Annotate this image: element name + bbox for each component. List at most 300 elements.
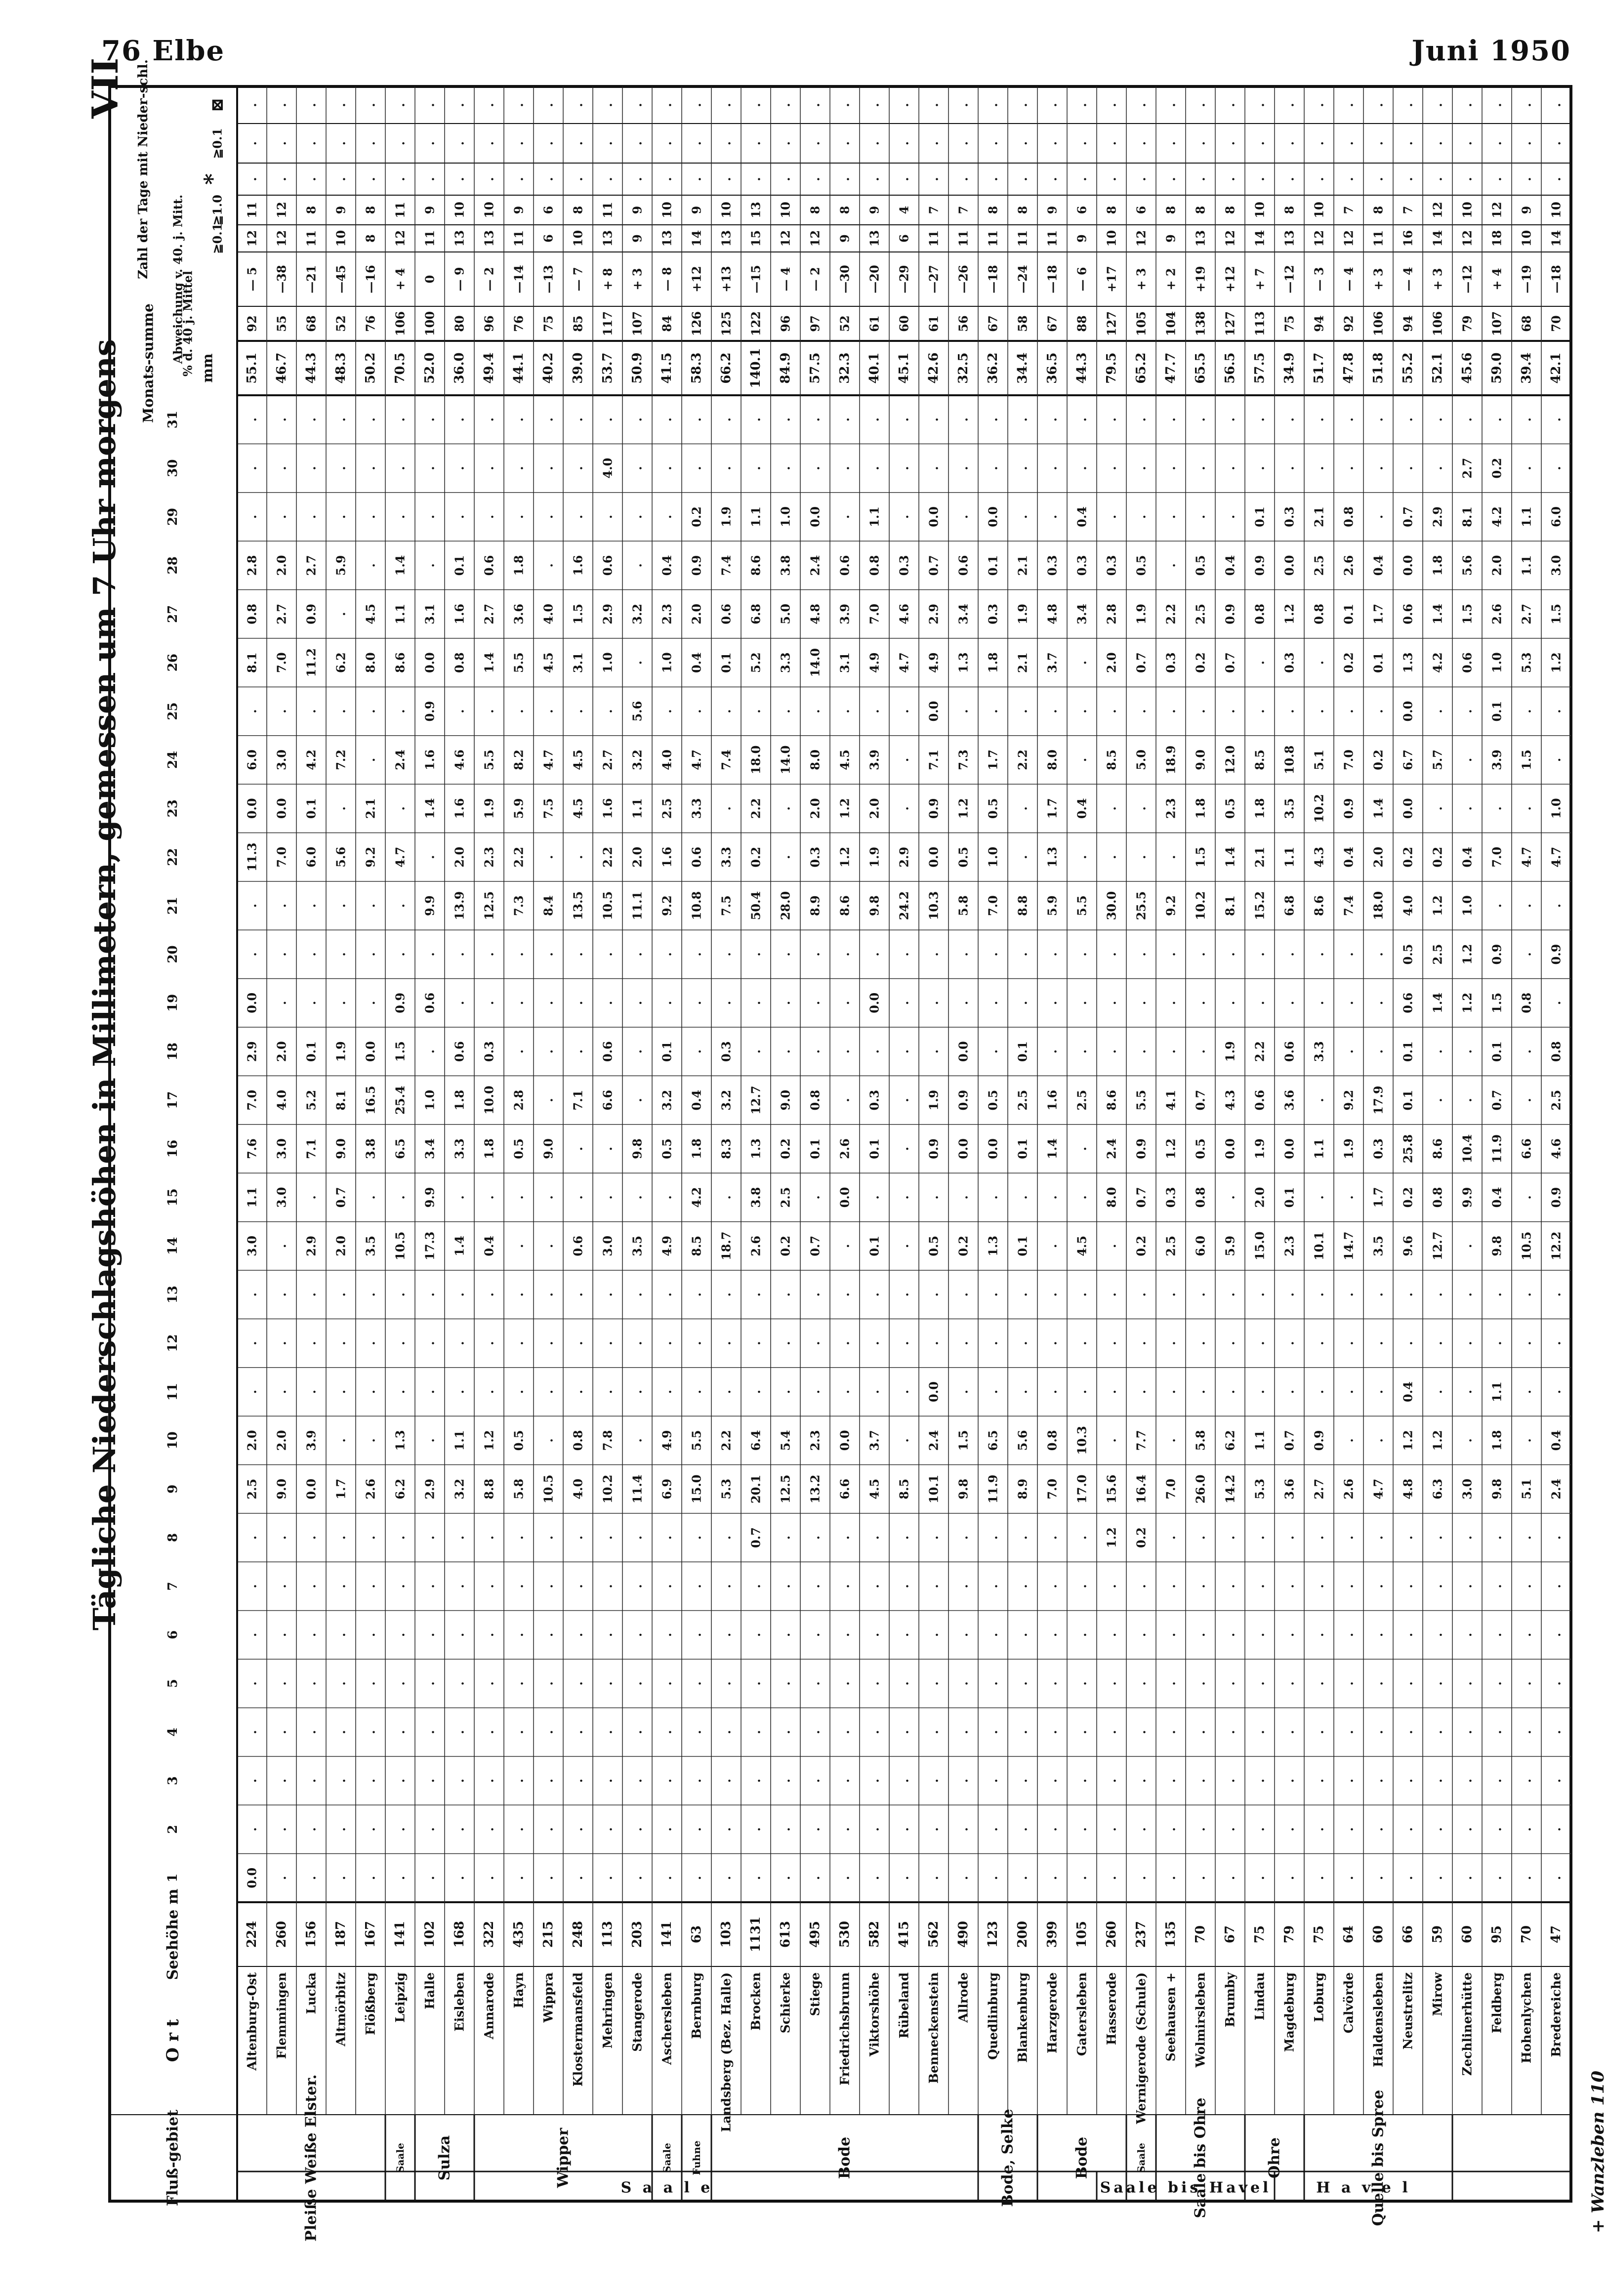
daily-value: . <box>1252 952 1267 957</box>
daily-value: 5.8 <box>1193 1430 1208 1451</box>
daily-value: . <box>926 1632 941 1637</box>
daily-value: 1.1 <box>1519 506 1534 527</box>
daily-value: 0.5 <box>1401 944 1415 965</box>
daily-value: . <box>1489 1341 1504 1345</box>
daily-value: . <box>393 1195 408 1200</box>
daily-value: 1.9 <box>1252 1138 1267 1159</box>
daily-value: 1.2 <box>837 846 852 868</box>
daily-value: . <box>1341 1341 1356 1345</box>
deviation: —12 <box>1460 265 1475 293</box>
basin-group-label: Pleiße Weiße Elster. <box>302 2074 320 2242</box>
daily-value: 0.1 <box>1341 603 1356 625</box>
daily-value: . <box>719 1584 734 1588</box>
header-day-4: 4 <box>165 1727 180 1737</box>
daily-value: . <box>719 417 734 422</box>
daily-value: 7.6 <box>245 1138 259 1159</box>
daily-value: 0.6 <box>600 555 615 576</box>
station-name: Feldberg <box>1489 1972 1504 2034</box>
monthly-sum: 55.1 <box>245 352 259 384</box>
daily-value: 7.0 <box>1341 750 1356 770</box>
daily-value: 8.6 <box>748 555 763 576</box>
percent-of-mean: 61 <box>867 315 882 332</box>
days-ge-0-1: 13 <box>1193 230 1208 247</box>
daily-value: . <box>333 1001 348 1005</box>
daily-value: . <box>482 1876 496 1880</box>
daily-value: . <box>1312 1098 1326 1102</box>
daily-value: . <box>660 1876 674 1880</box>
days-snow: . <box>1341 177 1356 181</box>
deviation: + 3 <box>630 268 645 291</box>
daily-value: . <box>1460 1098 1475 1102</box>
daily-value: 0.2 <box>1430 846 1445 868</box>
daily-value: 11.9 <box>986 1474 1000 1503</box>
days-snow-ge-0-1: . <box>1549 141 1564 146</box>
daily-value: 3.6 <box>511 603 526 625</box>
daily-value: . <box>1519 1292 1534 1297</box>
daily-value: . <box>1104 1389 1119 1394</box>
daily-value: . <box>1074 1195 1089 1200</box>
daily-value: . <box>1341 1827 1356 1832</box>
daily-value: . <box>1045 1001 1060 1005</box>
header-day-6: 6 <box>165 1630 180 1639</box>
daily-value: . <box>422 1827 437 1832</box>
daily-value: . <box>837 1049 852 1054</box>
daily-value: . <box>1341 1438 1356 1443</box>
daily-value: . <box>541 514 556 519</box>
daily-value: 0.9 <box>1341 798 1356 819</box>
daily-value: . <box>600 1876 615 1880</box>
header-day-30: 30 <box>165 459 180 477</box>
daily-value: 1.4 <box>422 798 437 819</box>
daily-value: 4.7 <box>393 846 408 868</box>
daily-value: 2.4 <box>393 750 408 770</box>
daily-value: 1.0 <box>1460 895 1475 916</box>
daily-value: . <box>274 1292 289 1297</box>
daily-value: . <box>1312 1389 1326 1394</box>
daily-value: . <box>1519 1876 1534 1880</box>
daily-value: . <box>778 709 793 713</box>
daily-value: . <box>1223 1584 1237 1588</box>
daily-value: . <box>245 952 259 957</box>
daily-value: 2.7 <box>600 750 615 770</box>
station-elevation: 224 <box>245 1920 259 1948</box>
daily-value: . <box>452 1341 467 1345</box>
daily-value: . <box>986 1292 1000 1297</box>
daily-value: 7.8 <box>600 1430 615 1451</box>
daily-value: . <box>1045 417 1060 422</box>
daily-value: 5.3 <box>1519 652 1534 673</box>
daily-value: 1.7 <box>333 1478 348 1500</box>
header-schnee: * <box>200 173 225 185</box>
header-day-27: 27 <box>165 605 180 623</box>
daily-value: . <box>600 1001 615 1005</box>
daily-value: . <box>1104 1244 1119 1248</box>
station-elevation: 203 <box>630 1920 645 1948</box>
daily-value: . <box>571 1341 585 1345</box>
daily-value: . <box>274 1341 289 1345</box>
daily-value: 6.9 <box>660 1478 674 1500</box>
daily-value: . <box>363 903 378 908</box>
daily-value: . <box>808 1876 823 1880</box>
days-thunder: . <box>689 103 704 107</box>
daily-value: 5.5 <box>1074 895 1089 916</box>
daily-value: . <box>1104 1730 1119 1734</box>
daily-value: 3.5 <box>630 1235 645 1256</box>
days-ge-1-0: 12 <box>274 202 289 218</box>
daily-value: . <box>1312 1292 1326 1297</box>
days-ge-0-1: 13 <box>719 230 734 247</box>
daily-value: . <box>1371 1001 1386 1005</box>
days-snow-ge-0-1: . <box>571 141 585 146</box>
days-ge-1-0: 8 <box>1193 206 1208 214</box>
daily-value: 9.8 <box>630 1138 645 1159</box>
daily-value: . <box>1074 1146 1089 1151</box>
daily-value: . <box>689 1001 704 1005</box>
percent-of-mean: 58 <box>1015 315 1030 332</box>
daily-value: . <box>1312 1584 1326 1588</box>
days-thunder: . <box>1401 103 1415 107</box>
station-name: Haldensleben <box>1371 1972 1386 2067</box>
daily-value: . <box>1074 1341 1089 1345</box>
daily-value: 1.9 <box>719 506 734 527</box>
daily-value: 1.4 <box>482 652 496 673</box>
daily-value: . <box>837 1827 852 1832</box>
basin-group-label: Saale <box>661 2143 673 2173</box>
daily-value: . <box>511 709 526 713</box>
daily-value: . <box>837 1535 852 1540</box>
daily-value: . <box>274 1681 289 1686</box>
header-day-11: 11 <box>165 1382 180 1401</box>
daily-value: . <box>600 1389 615 1394</box>
daily-value: 8.0 <box>808 750 823 770</box>
header-day-19: 19 <box>165 994 180 1012</box>
daily-value: . <box>1163 417 1178 422</box>
daily-value: 0.5 <box>511 1430 526 1451</box>
daily-value: . <box>926 466 941 470</box>
days-snow: . <box>897 177 911 181</box>
days-snow-ge-0-1: . <box>660 141 674 146</box>
daily-value: . <box>1430 1341 1445 1345</box>
daily-value: 10.2 <box>1312 794 1326 823</box>
daily-value: . <box>1430 417 1445 422</box>
daily-value: 18.0 <box>748 745 763 775</box>
daily-value: 2.5 <box>660 798 674 819</box>
header-flussgebiet: Fluß-gebiet <box>164 2109 182 2207</box>
daily-value: 15.6 <box>1104 1474 1119 1503</box>
daily-value: . <box>422 1584 437 1588</box>
daily-value: . <box>1312 660 1326 665</box>
percent-of-mean: 56 <box>956 315 971 332</box>
days-ge-0-1: 11 <box>986 230 1000 247</box>
days-snow: . <box>393 177 408 181</box>
days-snow: . <box>1489 177 1504 181</box>
table-caption: Tägliche Niederschlagshöhen in Millimetern, gemessen um 7 Uhr morgens <box>86 339 123 1630</box>
daily-value: . <box>897 1195 911 1200</box>
daily-value: 7.0 <box>867 603 882 625</box>
daily-value: . <box>1045 1730 1060 1734</box>
daily-value: 1.0 <box>422 1089 437 1111</box>
header-day-26: 26 <box>165 654 180 672</box>
daily-value: . <box>571 1049 585 1054</box>
days-thunder: . <box>1489 103 1504 107</box>
daily-value: . <box>422 1292 437 1297</box>
days-ge-1-0: 8 <box>808 206 823 214</box>
daily-value: . <box>630 1098 645 1102</box>
days-snow-ge-0-1: . <box>748 141 763 146</box>
daily-value: . <box>304 1632 319 1637</box>
daily-value: 9.0 <box>333 1138 348 1159</box>
daily-value: . <box>1045 1292 1060 1297</box>
days-thunder: . <box>452 103 467 107</box>
daily-value: . <box>1519 1730 1534 1734</box>
daily-value: . <box>511 1341 526 1345</box>
daily-value: 2.1 <box>363 798 378 819</box>
daily-value: . <box>748 466 763 470</box>
daily-value: . <box>541 1876 556 1880</box>
monthly-sum: 36.5 <box>1045 352 1060 384</box>
daily-value: 1.8 <box>452 1089 467 1111</box>
daily-value: . <box>1401 1632 1415 1637</box>
daily-value: 3.9 <box>1489 750 1504 770</box>
daily-value: 10.2 <box>1193 891 1208 920</box>
basin-band-label: S a a l e <box>620 2179 713 2197</box>
daily-value: . <box>926 1827 941 1832</box>
daily-value: . <box>1282 1876 1297 1880</box>
daily-value: . <box>926 1584 941 1588</box>
daily-value: 3.3 <box>1312 1041 1326 1062</box>
daily-value: 5.9 <box>1223 1235 1237 1256</box>
daily-value: . <box>363 1001 378 1005</box>
daily-value: . <box>1489 1730 1504 1734</box>
daily-value: 11.4 <box>630 1474 645 1503</box>
daily-value: . <box>1252 1681 1267 1686</box>
header-day-17: 17 <box>165 1091 180 1109</box>
daily-value: 0.1 <box>452 555 467 576</box>
daily-value: . <box>630 1195 645 1200</box>
deviation: — 9 <box>452 267 467 292</box>
daily-value: . <box>482 1632 496 1637</box>
daily-value: . <box>1223 1341 1237 1345</box>
daily-value: 6.2 <box>333 652 348 673</box>
monthly-sum: 47.7 <box>1163 352 1178 384</box>
monthly-sum: 44.3 <box>1074 352 1089 384</box>
daily-value: . <box>1134 1341 1149 1345</box>
daily-value: . <box>956 1001 971 1005</box>
daily-value: 8.6 <box>393 652 408 673</box>
monthly-sum: 34.4 <box>1015 352 1030 384</box>
deviation: + 3 <box>1371 268 1386 291</box>
days-ge-0-1: 12 <box>1223 230 1237 247</box>
daily-value: . <box>1460 1292 1475 1297</box>
daily-value: 1.1 <box>452 1430 467 1451</box>
daily-value: . <box>363 466 378 470</box>
daily-value: . <box>1341 466 1356 470</box>
daily-value: . <box>1460 1584 1475 1588</box>
station-name: Altmörbitz <box>333 1972 348 2046</box>
basin-group-label: Bode <box>1073 2136 1091 2179</box>
daily-value: . <box>1489 806 1504 811</box>
daily-value: 8.5 <box>689 1235 704 1256</box>
daily-value: . <box>1163 1876 1178 1880</box>
daily-value: . <box>778 1730 793 1734</box>
daily-value: 8.1 <box>333 1089 348 1111</box>
daily-value: . <box>1223 1778 1237 1783</box>
daily-value: . <box>897 466 911 470</box>
days-snow: . <box>1460 177 1475 181</box>
daily-value: 0.3 <box>1371 1138 1386 1159</box>
daily-value: . <box>1074 466 1089 470</box>
daily-value: . <box>1045 1535 1060 1540</box>
days-ge-1-0: 11 <box>600 202 615 218</box>
daily-value: . <box>1015 1341 1030 1345</box>
daily-value: 8.0 <box>1104 1187 1119 1208</box>
daily-value: . <box>1134 1876 1149 1880</box>
station-name: Friedrichsbrunn <box>837 1972 852 2086</box>
daily-value: 0.2 <box>1134 1527 1149 1548</box>
daily-value: 2.9 <box>245 1041 259 1062</box>
daily-value: 15.0 <box>1252 1231 1267 1261</box>
daily-value: . <box>452 952 467 957</box>
daily-value: . <box>1104 1681 1119 1686</box>
station-elevation: 59 <box>1430 1925 1445 1944</box>
daily-value: 1.6 <box>600 798 615 819</box>
daily-value: 4.5 <box>571 750 585 770</box>
daily-value: 3.1 <box>837 652 852 673</box>
daily-value: . <box>422 514 437 519</box>
days-snow: . <box>452 177 467 181</box>
daily-value: . <box>422 1341 437 1345</box>
deviation: +12 <box>1223 266 1237 292</box>
daily-value: . <box>571 709 585 713</box>
daily-value: . <box>482 1001 496 1005</box>
days-snow: . <box>1015 177 1030 181</box>
daily-value: . <box>1074 1049 1089 1054</box>
days-snow: . <box>689 177 704 181</box>
monthly-sum: 36.0 <box>452 352 467 384</box>
percent-of-mean: 76 <box>363 315 378 332</box>
days-ge-1-0: 6 <box>1074 206 1089 214</box>
days-thunder: . <box>245 103 259 107</box>
daily-value: . <box>778 806 793 811</box>
header-day-7: 7 <box>165 1582 180 1591</box>
daily-value: . <box>689 1827 704 1832</box>
daily-value: . <box>986 1876 1000 1880</box>
daily-value: . <box>274 1827 289 1832</box>
daily-value: . <box>363 1195 378 1200</box>
daily-value: . <box>1163 709 1178 713</box>
daily-value: . <box>1549 1292 1564 1297</box>
station-name: Zechlinerhütte <box>1460 1972 1475 2076</box>
daily-value: . <box>1460 1535 1475 1540</box>
daily-value: 0.8 <box>1045 1430 1060 1451</box>
monthly-sum: 58.3 <box>689 352 704 384</box>
daily-value: . <box>511 1292 526 1297</box>
daily-value: . <box>837 514 852 519</box>
daily-value: . <box>571 1001 585 1005</box>
station-elevation: 70 <box>1193 1925 1208 1944</box>
daily-value: 2.7 <box>1312 1478 1326 1500</box>
daily-value: . <box>274 952 289 957</box>
daily-value: 2.0 <box>1371 846 1386 868</box>
daily-value: . <box>630 952 645 957</box>
days-thunder: . <box>1045 103 1060 107</box>
days-thunder: . <box>1104 103 1119 107</box>
daily-value: 5.4 <box>778 1430 793 1451</box>
daily-value: . <box>541 1681 556 1686</box>
station-elevation: 141 <box>393 1920 408 1948</box>
daily-value: . <box>748 952 763 957</box>
daily-value: . <box>541 952 556 957</box>
monthly-sum: 50.9 <box>630 352 645 384</box>
daily-value: . <box>1193 1778 1208 1783</box>
station-name: Eisleben <box>452 1972 467 2032</box>
daily-value: . <box>837 1876 852 1880</box>
daily-value: 5.2 <box>748 652 763 673</box>
daily-value: 1.5 <box>393 1041 408 1062</box>
days-ge-1-0: 8 <box>1371 206 1386 214</box>
daily-value: 0.5 <box>956 846 971 868</box>
monthly-sum: 42.6 <box>926 352 941 384</box>
daily-value: 16.5 <box>363 1085 378 1115</box>
daily-value: 1.9 <box>867 846 882 868</box>
header-day-16: 16 <box>165 1139 180 1158</box>
daily-value: . <box>1223 1535 1237 1540</box>
daily-value: 1.1 <box>1312 1138 1326 1159</box>
daily-value: . <box>837 709 852 713</box>
station-elevation: 64 <box>1341 1925 1356 1944</box>
days-ge-1-0: 12 <box>1430 202 1445 218</box>
daily-value: . <box>1489 1632 1504 1637</box>
daily-value: . <box>1489 903 1504 908</box>
days-ge-0-1: 14 <box>1549 230 1564 247</box>
daily-value: . <box>1134 1778 1149 1783</box>
daily-value: . <box>511 1876 526 1880</box>
daily-value: . <box>511 1001 526 1005</box>
daily-value: . <box>660 1730 674 1734</box>
percent-of-mean: 125 <box>719 311 734 336</box>
percent-of-mean: 107 <box>1489 311 1504 336</box>
daily-value: . <box>1223 1389 1237 1394</box>
daily-value: 0.5 <box>1134 555 1149 576</box>
daily-value: . <box>1519 1535 1534 1540</box>
daily-value: . <box>1193 1535 1208 1540</box>
daily-value: 8.5 <box>1252 750 1267 770</box>
daily-value: . <box>837 1681 852 1686</box>
daily-value: . <box>1371 1681 1386 1686</box>
days-snow-ge-0-1: . <box>897 141 911 146</box>
daily-value: . <box>1252 1876 1267 1880</box>
daily-value: . <box>1549 1876 1564 1880</box>
daily-value: . <box>571 1827 585 1832</box>
daily-value: . <box>926 1535 941 1540</box>
header-day-14: 14 <box>165 1237 180 1255</box>
daily-value: . <box>1430 466 1445 470</box>
daily-value: . <box>304 514 319 519</box>
daily-value: 7.0 <box>274 652 289 673</box>
daily-value: 3.9 <box>867 750 882 770</box>
percent-of-mean: 75 <box>541 315 556 332</box>
days-snow: . <box>748 177 763 181</box>
daily-value: . <box>630 1049 645 1054</box>
daily-value: 13.5 <box>571 891 585 920</box>
daily-value: . <box>689 1632 704 1637</box>
monthly-sum: 79.5 <box>1104 352 1119 384</box>
daily-value: . <box>719 1292 734 1297</box>
days-thunder: . <box>482 103 496 107</box>
daily-value: 2.0 <box>452 846 467 868</box>
daily-value: . <box>1460 1827 1475 1832</box>
daily-value: . <box>393 1681 408 1686</box>
